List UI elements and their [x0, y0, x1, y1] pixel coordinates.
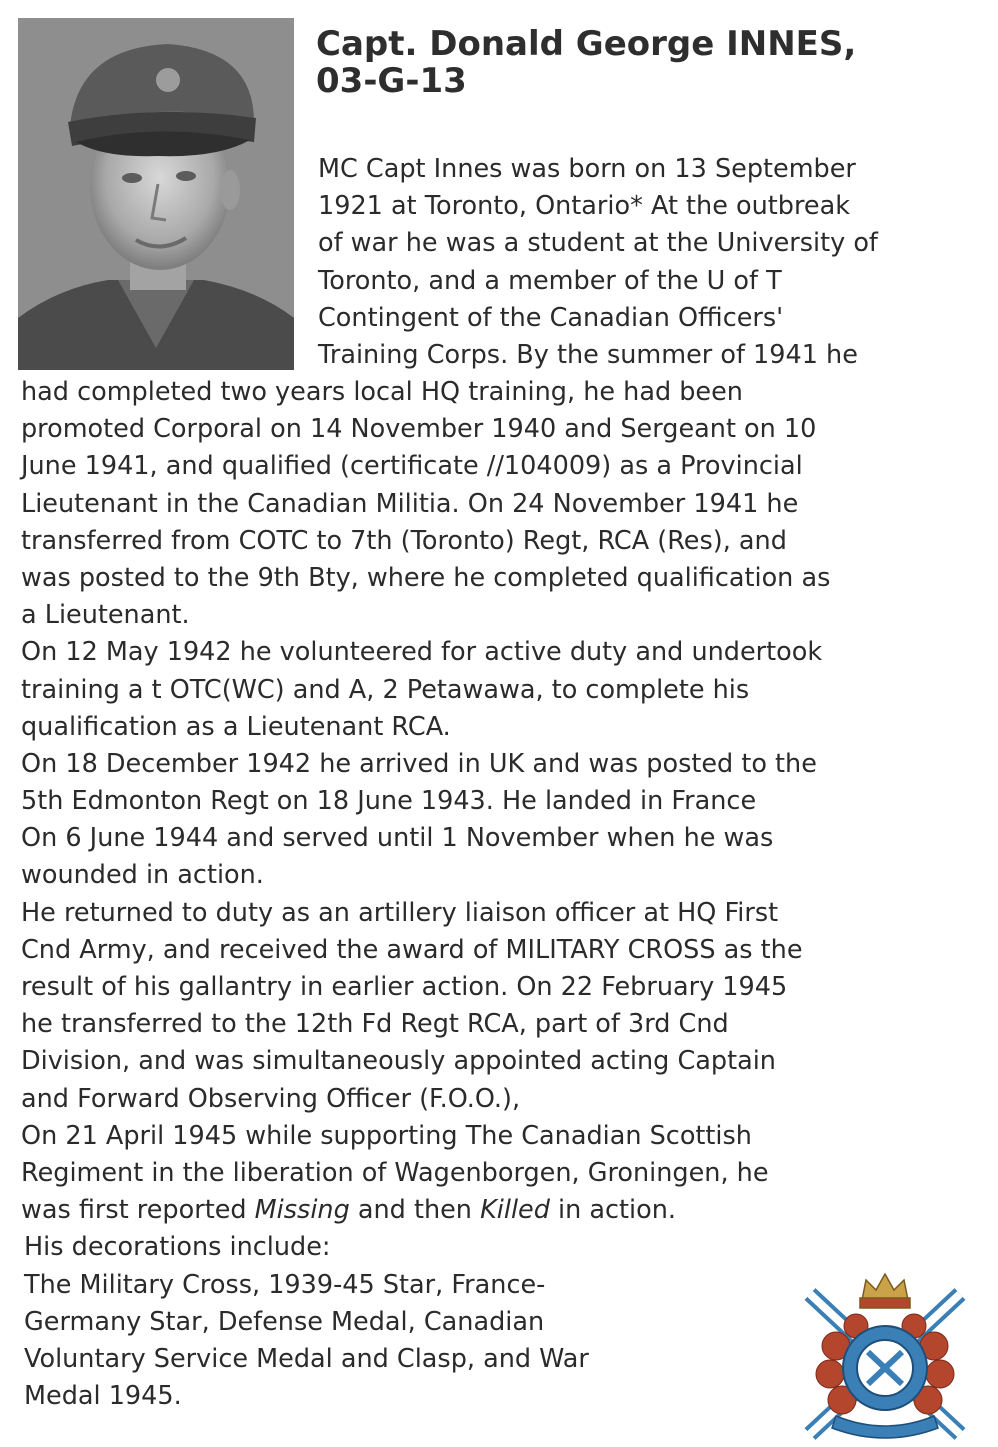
body-line: On 12 May 1942 he volunteered for active duty and undertook	[21, 637, 823, 668]
missing-killed-line	[21, 1192, 830, 1229]
title-line-1: Capt. Donald George INNES,	[316, 24, 857, 64]
body-line: He returned to duty as an artillery liaison officer at HQ First	[21, 897, 779, 928]
body-line: qualification as a Lieutenant RCA.	[21, 711, 451, 742]
portrait-image	[18, 18, 294, 370]
decorations-line: Germany Star, Defense Medal, Canadian	[24, 1306, 545, 1337]
missing-line-after: in action.	[549, 1195, 676, 1226]
body-line: a Lieutenant.	[21, 600, 190, 631]
decorations-line: Medal 1945.	[24, 1381, 182, 1412]
body-line: Regiment in the liberation of Wagenborgen, Groningen, he	[21, 1157, 769, 1188]
body-line: wounded in action.	[21, 860, 264, 891]
crest-emblem-icon	[796, 1266, 974, 1442]
body-line: of war he was a student at the University of	[318, 228, 878, 259]
body-line: On 18 December 1942 he arrived in UK and was posted to the	[21, 748, 817, 779]
title-line-2: 03-G-13	[316, 61, 467, 102]
body-line: Contingent of the Canadian Officers'	[318, 302, 784, 333]
body-line: transferred from COTC to 7th (Toronto) Regt, RCA (Res), and	[21, 525, 787, 556]
body-line: training a t OTC(WC) and A, 2 Petawawa, to complete his	[21, 674, 750, 705]
biography-text	[21, 374, 830, 1415]
body-line: 1921 at Toronto, Ontario* At the outbreak	[318, 191, 850, 222]
decorations-line: The Military Cross, 1939-45 Star, France-	[24, 1269, 546, 1300]
missing-word: Missing	[254, 1195, 350, 1226]
body-line: On 6 June 1944 and served until 1 November when he was	[21, 823, 774, 854]
body-line: and Forward Observing Officer (F.O.O.),	[21, 1083, 521, 1114]
missing-line-middle: and then	[349, 1195, 481, 1226]
body-line: Training Corps. By the summer of 1941 he	[318, 339, 858, 370]
body-line: 5th Edmonton Regt on 18 June 1943. He landed in France	[21, 786, 757, 817]
missing-line-before: was first reported	[21, 1195, 255, 1226]
body-line: Division, and was simultaneously appointed acting Captain	[21, 1046, 776, 1077]
body-line: he transferred to the 12th Fd Regt RCA, part of 3rd Cnd	[21, 1009, 729, 1040]
body-line: MC Capt Innes was born on 13 September	[318, 154, 856, 184]
body-line: had completed two years local HQ training, he had been	[21, 377, 743, 407]
body-line: Cnd Army, and received the award of MILITARY CROSS as the	[21, 934, 803, 965]
body-line: result of his gallantry in earlier action. On 22 February 1945	[21, 972, 788, 1002]
decorations-line: Voluntary Service Medal and Clasp, and War	[24, 1343, 589, 1374]
regimental-crest	[796, 1266, 974, 1442]
body-line: Lieutenant in the Canadian Militia. On 24 November 1941 he	[21, 488, 799, 519]
page-title	[316, 20, 986, 102]
body-line: June 1941, and qualified (certificate //104009) as a Provincial	[21, 451, 803, 482]
body-line: Toronto, and a member of the U of T	[318, 265, 782, 296]
killed-word: Killed	[480, 1195, 550, 1226]
body-line: On 21 April 1945 while supporting The Canadian Scottish	[21, 1120, 752, 1151]
body-line: was posted to the 9th Bty, where he completed qualification as	[21, 562, 831, 593]
intro-paragraph	[318, 151, 878, 374]
portrait-photo	[18, 18, 294, 370]
body-line: promoted Corporal on 14 November 1940 and Sergeant on 10	[21, 414, 817, 445]
decorations-heading: His decorations include:	[24, 1232, 331, 1263]
